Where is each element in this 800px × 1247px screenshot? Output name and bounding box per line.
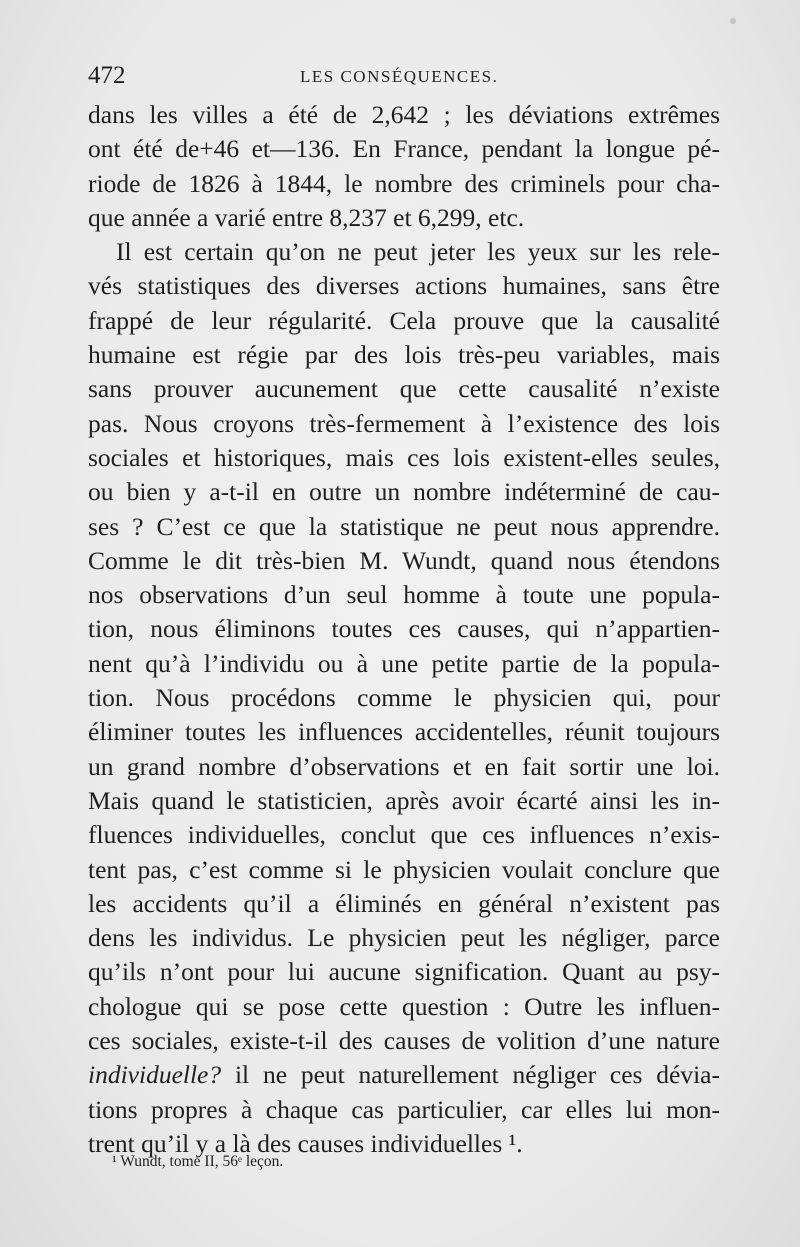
text-line: sans prouver aucunement que cette causalité n’existe xyxy=(88,374,720,404)
text-line-italic-lead: individuelle? il ne peut naturellement négliger ces dévia- xyxy=(88,1060,720,1090)
text-line: nos observations d’un seul homme à toute une popula- xyxy=(88,580,720,610)
text-line: ces sociales, existe-t-il des causes de volition d’une nature xyxy=(88,1026,720,1056)
text-line: Mais quand le statisticien, après avoir écarté ainsi les in- xyxy=(88,785,720,815)
text-line: pas. Nous croyons très-fermement à l’existence des lois xyxy=(88,408,720,438)
paragraph-first-line: Il est certain qu’on ne peut jeter les yeux sur les rele- xyxy=(116,237,720,267)
text-line: que année a varié entre 8,237 et 6,299, etc. xyxy=(88,202,525,232)
text-line: riode de 1826 à 1844, le nombre des criminels pour cha- xyxy=(88,168,720,198)
text-line: chologue qui se pose cette question : Outre les influen- xyxy=(88,991,720,1021)
text-line: un grand nombre d’observations et en fait sortir une loi. xyxy=(88,751,720,781)
text-line: dans les villes a été de 2,642 ; les déviations extrêmes xyxy=(88,100,720,129)
paper-speck xyxy=(730,18,736,24)
text-line: nent qu’à l’individu ou à une petite partie de la popula- xyxy=(88,648,720,678)
text-line: tion. Nous procédons comme le physicien qui, pour xyxy=(88,683,720,713)
text-line: ses ? C’est ce que la statistique ne peut nous apprendre. xyxy=(88,511,720,541)
text-line: tions propres à chaque cas particulier, car elles lui mon- xyxy=(88,1094,720,1124)
running-head: LES CONSÉQUENCES. xyxy=(300,67,499,86)
page-number: 472 xyxy=(88,62,126,89)
text-line: les accidents qu’il a éliminés en général n’existent pas xyxy=(88,888,720,918)
text-line: vés statistiques des diverses actions humaines, sans être xyxy=(88,271,720,301)
text-line: ont été de+46 et—136. En France, pendant la longue pé- xyxy=(88,134,720,164)
text-line: humaine est régie par des lois très-peu variables, mais xyxy=(88,340,720,370)
text-line: tent pas, c’est comme si le physicien voulait conclure que xyxy=(88,854,720,884)
italic-word: individuelle? xyxy=(88,1060,222,1090)
text-line: frappé de leur régularité. Cela prouve que la causalité xyxy=(88,305,720,335)
text-line: fluences individuelles, conclut que ces influences n’exis- xyxy=(88,820,720,850)
text-line: éliminer toutes les influences accidentelles, réunit toujours xyxy=(88,717,720,747)
body-text xyxy=(88,98,720,1161)
text-line: sociales et historiques, mais ces lois existent-elles seules, xyxy=(88,442,720,472)
text-line: trent qu’il y a là des causes individuelles ¹. xyxy=(88,1128,523,1158)
text-line: ou bien y a-t-il en outre un nombre indéterminé de cau- xyxy=(88,477,720,507)
footnote: ¹ Wundt, tome II, 56ᵉ leçon. xyxy=(112,1153,284,1170)
text-line: dens les individus. Le physicien peut les négliger, parce xyxy=(88,923,720,953)
text-line: qu’ils n’ont pour lui aucune signification. Quant au psy- xyxy=(88,957,720,987)
text-line: tion, nous éliminons toutes ces causes, qui n’appartien- xyxy=(88,614,720,644)
text-line: Comme le dit très-bien M. Wundt, quand nous étendons xyxy=(88,545,720,575)
page-header xyxy=(88,62,720,92)
